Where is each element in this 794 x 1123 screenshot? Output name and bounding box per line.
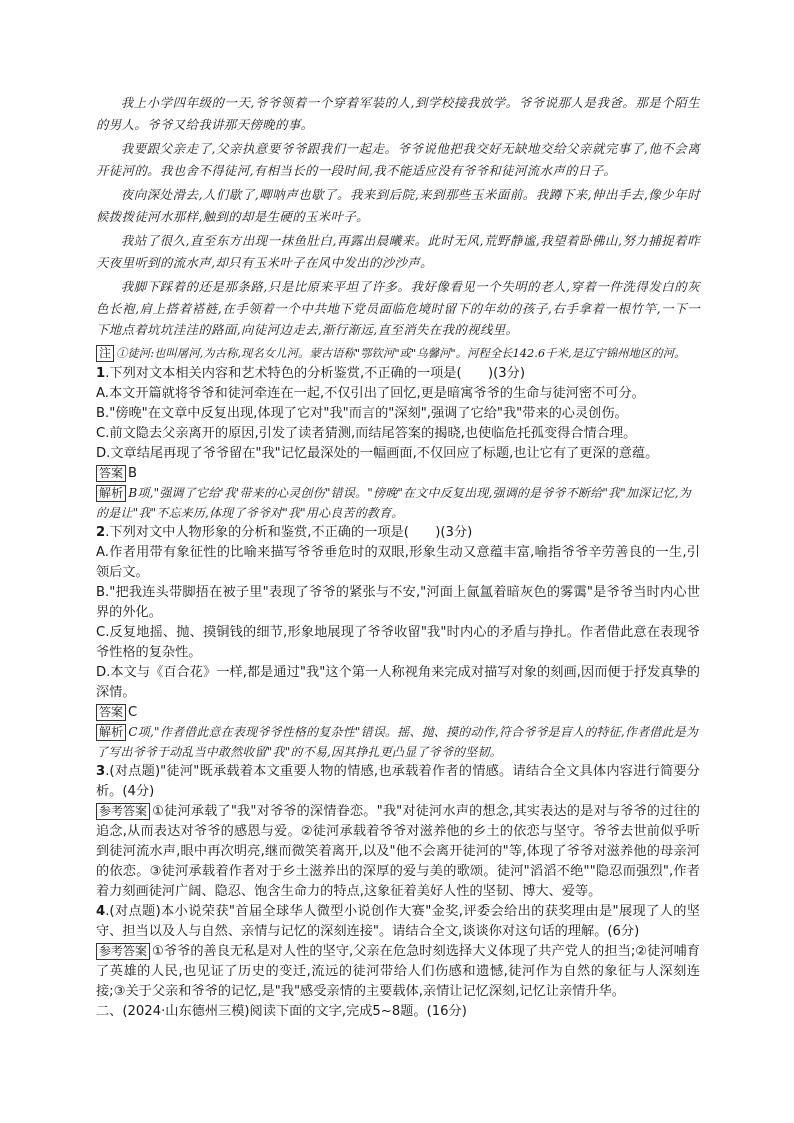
story-paragraph: 夜向深处滑去,人们歇了,唧呐声也歇了。我来到后院,来到那些玉米面前。我蹲下来,伸出手去,像少年时候拨拨徒河水那样,触到的却是生硬的玉米叶子。 — [96, 187, 700, 224]
question-number: 1 — [96, 366, 106, 381]
note-tag: 注 — [96, 345, 114, 362]
explanation-text: B项,"强调了它给'我'带来的心灵创伤"错误。"傍晚"在文中反复出现,强调的是爷爷不断给"我"加深记忆,为的是让"我"不忘来历,体现了爷爷对"我"用心良苦的教育。 — [96, 486, 691, 520]
question-text: .(对点题)本小说荣获"首届全球华人微型小说创作大赛"金奖,评委会给出的获奖理由是"展现了人的坚守、担当以及人与自然、亲情与记忆的深刻连接"。请结合全文,谈谈你对这句话的理解。(6分) — [96, 904, 700, 939]
story-paragraph: 我脚下踩着的还是那条路,只是比原来平坦了许多。我好像看见一个失明的老人,穿着一件洗得发白的灰色长袍,肩上搭着褡裢,在手领着一个中共地下党员面临危境时留下的年幼的孩子,右手拿着一根竹竿,一下一下地点着坑坑洼洼的路面,向徒河边走去,渐行渐远,直至消失在我的视线里。 — [96, 279, 700, 337]
option-c: C.前文隐去父亲离开的原因,引发了读者猜测,而结尾答案的揭晓,也使临危托孤变得合情合理。 — [96, 426, 637, 441]
explanation-tag: 解析 — [96, 485, 126, 502]
question-number: 2 — [96, 525, 106, 540]
answer-value: C — [128, 705, 138, 720]
document-page — [96, 92, 700, 1022]
story-text — [96, 92, 700, 341]
answer-tag: 答案 — [96, 465, 126, 482]
reference-answer-text: ①爷爷的善良无私是对人性的坚守,父亲在危急时刻选择大义体现了共产党人的担当;②徒河哺育了英雄的人民,也见证了历史的变迁,流远的徒河带给人们伤感和遗憾,徒河作为自然的象征与人深刻连接;③关于父亲和爷爷的记忆,是"我"感受亲情的主要载体,亲情让记忆深刻,记忆让亲情升华。 — [96, 944, 700, 999]
footnote — [96, 344, 700, 363]
option-b: B."把我连头带脚捂在被子里"表现了爷爷的紧张与不安,"河面上氤氲着暗灰色的雾霭"是爷爷当时内心世界的外化。 — [96, 585, 700, 620]
explanation — [96, 723, 700, 762]
question-text: .(对点题)"徒河"既承载着本文重要人物的情感,也承载着作者的情感。请结合全文具体内容进行简要分析。(4分) — [96, 764, 700, 799]
option-b: B."傍晚"在文章中反复出现,体现了它对"我"而言的"深刻",强调了它给"我"带来的心灵创伤。 — [96, 406, 628, 421]
option-a: A.本文开篇就将爷爷和徒河牵连在一起,不仅引出了回忆,更是暗寓爷爷的生命与徒河密不可分。 — [96, 386, 645, 401]
reference-answer-text: ①徒河承载了"我"对爷爷的深情眷恋。"我"对徒河水声的想念,其实表达的是对与爷爷的过往的追念,从而表达对爷爷的感恩与爱。②徒河承载着爷爷对滋养他的乡土的依恋与坚守。爷爷去世前似乎听到徒河流水声,眼中再次明亮,继而微笑着离开,以及"他不会离开徒河的"等,体现了爷爷对滋养他的母亲河的依恋。③徒河承载着作者对于乡土滋养出的深厚的爱与美的歌颂。徒河"滔滔不绝""隐忍而强烈",作者着力刻画徒河广阔、隐忍、饱含生命力的特点,这象征着美好人性的坚韧、博大、爱等。 — [96, 804, 700, 899]
question-text: .下列对文中人物形象的分析和鉴赏,不正确的一项是( )(3分) — [105, 525, 473, 540]
question-3 — [96, 762, 700, 902]
answer-value: B — [128, 466, 138, 481]
answer-line — [96, 703, 700, 723]
story-paragraph: 我上小学四年级的一天,爷爷领着一个穿着军装的人,到学校接我放学。爷爷说那人是我爸。那是个陌生的男人。爷爷又给我讲那天傍晚的事。 — [96, 95, 700, 132]
reference-answer-tag: 参考答案 — [96, 803, 150, 820]
question-stem — [96, 762, 700, 802]
question-stem — [96, 364, 700, 384]
note-text: ①徒河:也叫屠河,为古称,现名女儿河。蒙古语称"鄂钦河"或"乌馨河"。河程全长142.6千米,是辽宁锦州地区的河。 — [116, 345, 686, 360]
section-heading: 二、(2024·山东德州三模)阅读下面的文字,完成5~8题。(16分) — [96, 1004, 467, 1019]
question-1 — [96, 364, 700, 523]
question-stem — [96, 902, 700, 942]
answer-line — [96, 464, 700, 484]
question-number: 4 — [96, 904, 106, 919]
question-2 — [96, 523, 700, 762]
answer-tag: 答案 — [96, 704, 126, 721]
option-d: D.本文与《百合花》一样,都是通过"我"这个第一人称视角来完成对描写对象的刻画,因而便于抒发真挚的深情。 — [96, 665, 700, 700]
option-d: D.文章结尾再现了爷爷留在"我"记忆最深处的一幅画面,不仅回应了标题,也让它有了更深的意蕴。 — [96, 446, 659, 461]
explanation-text: C项,"作者借此意在表现爷爷性格的复杂性"错误。摇、抛、摸的动作,符合爷爷是盲人的特征,作者借此是为了写出爷爷于动乱当中敢然收留"我"的不易,因其挣扎更凸显了爷爷的坚韧。 — [96, 725, 699, 759]
question-stem — [96, 523, 700, 543]
option-a: A.作者用带有象征性的比喻来描写爷爷垂危时的双眼,形象生动又意蕴丰富,喻指爷爷辛劳善良的一生,引领后文。 — [96, 545, 700, 580]
story-paragraph: 我站了很久,直至东方出现一抹鱼肚白,再露出晨曦来。此时无风,荒野静谧,我望着卧佛山,努力捕捉着昨天夜里听到的流水声,却只有玉米叶子在风中发出的沙沙声。 — [96, 233, 700, 270]
question-4 — [96, 902, 700, 1002]
reference-answer — [96, 942, 700, 1002]
question-text: .下列对文本相关内容和艺术特色的分析鉴赏,不正确的一项是( )(3分) — [105, 366, 525, 381]
explanation-tag: 解析 — [96, 724, 126, 741]
reference-answer-tag: 参考答案 — [96, 943, 150, 960]
question-number: 3 — [96, 764, 106, 779]
explanation — [96, 484, 700, 523]
option-c: C.反复地摇、抛、摸铜钱的细节,形象地展现了爷爷收留"我"时内心的矛盾与挣扎。作者借此意在表现爷爷性格的复杂性。 — [96, 625, 700, 660]
reference-answer — [96, 802, 700, 902]
story-paragraph: 我要跟父亲走了,父亲执意要爷爷跟我们一起走。爷爷说他把我交好无缺地交给父亲就完事了,他不会离开徒河的。我也舍不得徒河,有相当长的一段时间,我不能适应没有爷爷和徒河流水声的日子。 — [96, 141, 700, 178]
